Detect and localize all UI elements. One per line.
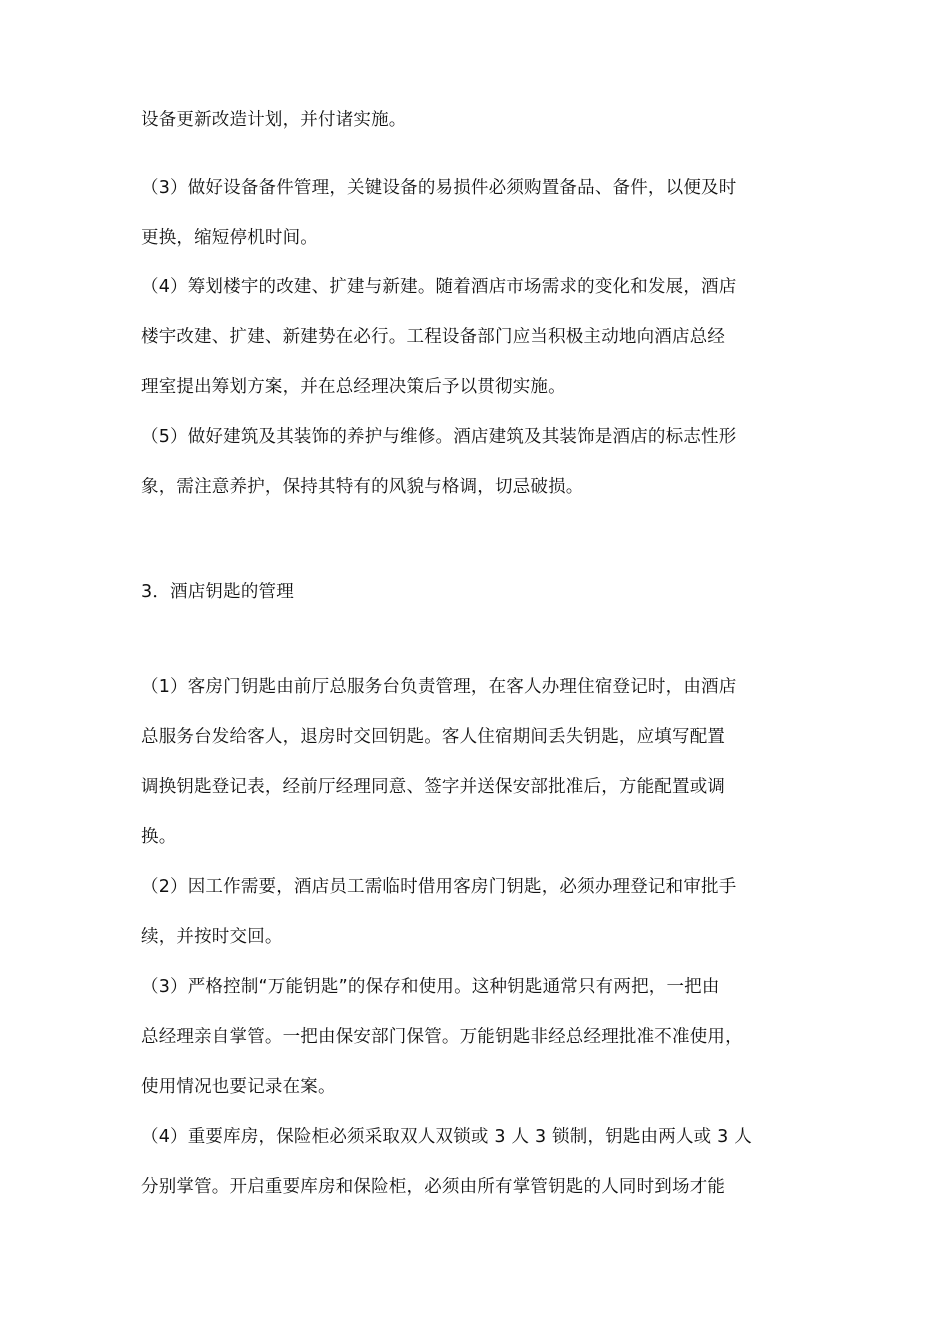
paragraph-line: （4）重要库房，保险柜必须采取双人双锁或 3 人 3 锁制，钥匙由两人或 3 人 xyxy=(141,1127,752,1147)
paragraph-line: 设备更新改造计划，并付诸实施。 xyxy=(141,110,407,130)
paragraph-line: （2）因工作需要，酒店员工需临时借用客房门钥匙，必须办理登记和审批手 xyxy=(141,877,737,897)
paragraph-line: （4）筹划楼宇的改建、扩建与新建。随着酒店市场需求的变化和发展，酒店 xyxy=(141,277,737,297)
paragraph-line: 续，并按时交回。 xyxy=(141,927,283,947)
paragraph-line: 总服务台发给客人，退房时交回钥匙。客人住宿期间丢失钥匙，应填写配置 xyxy=(141,727,726,747)
paragraph-line: 理室提出筹划方案，并在总经理决策后予以贯彻实施。 xyxy=(141,377,566,397)
section-heading: 3．酒店钥匙的管理 xyxy=(141,582,294,602)
paragraph-line: 象，需注意养护，保持其特有的风貌与格调，切忌破损。 xyxy=(141,477,584,497)
paragraph-line: 楼宇改建、扩建、新建势在必行。工程设备部门应当积极主动地向酒店总经 xyxy=(141,327,726,347)
paragraph-line: 分别掌管。开启重要库房和保险柜，必须由所有掌管钥匙的人同时到场才能 xyxy=(141,1177,726,1197)
paragraph-line: （5）做好建筑及其装饰的养护与维修。酒店建筑及其装饰是酒店的标志性形 xyxy=(141,427,737,447)
paragraph-line: 换。 xyxy=(141,827,177,847)
paragraph-line: 总经理亲自掌管。一把由保安部门保管。万能钥匙非经总经理批准不准使用， xyxy=(141,1027,743,1047)
paragraph-line: （3）做好设备备件管理，关键设备的易损件必须购置备品、备件，以便及时 xyxy=(141,178,737,198)
paragraph-line: 调换钥匙登记表，经前厅经理同意、签字并送保安部批准后，方能配置或调 xyxy=(141,777,726,797)
paragraph-line: （3）严格控制“万能钥匙”的保存和使用。这种钥匙通常只有两把，一把由 xyxy=(141,977,720,997)
paragraph-line: 使用情况也要记录在案。 xyxy=(141,1077,336,1097)
paragraph-line: （1）客房门钥匙由前厅总服务台负责管理，在客人办理住宿登记时，由酒店 xyxy=(141,677,737,697)
paragraph-line: 更换，缩短停机时间。 xyxy=(141,228,318,248)
